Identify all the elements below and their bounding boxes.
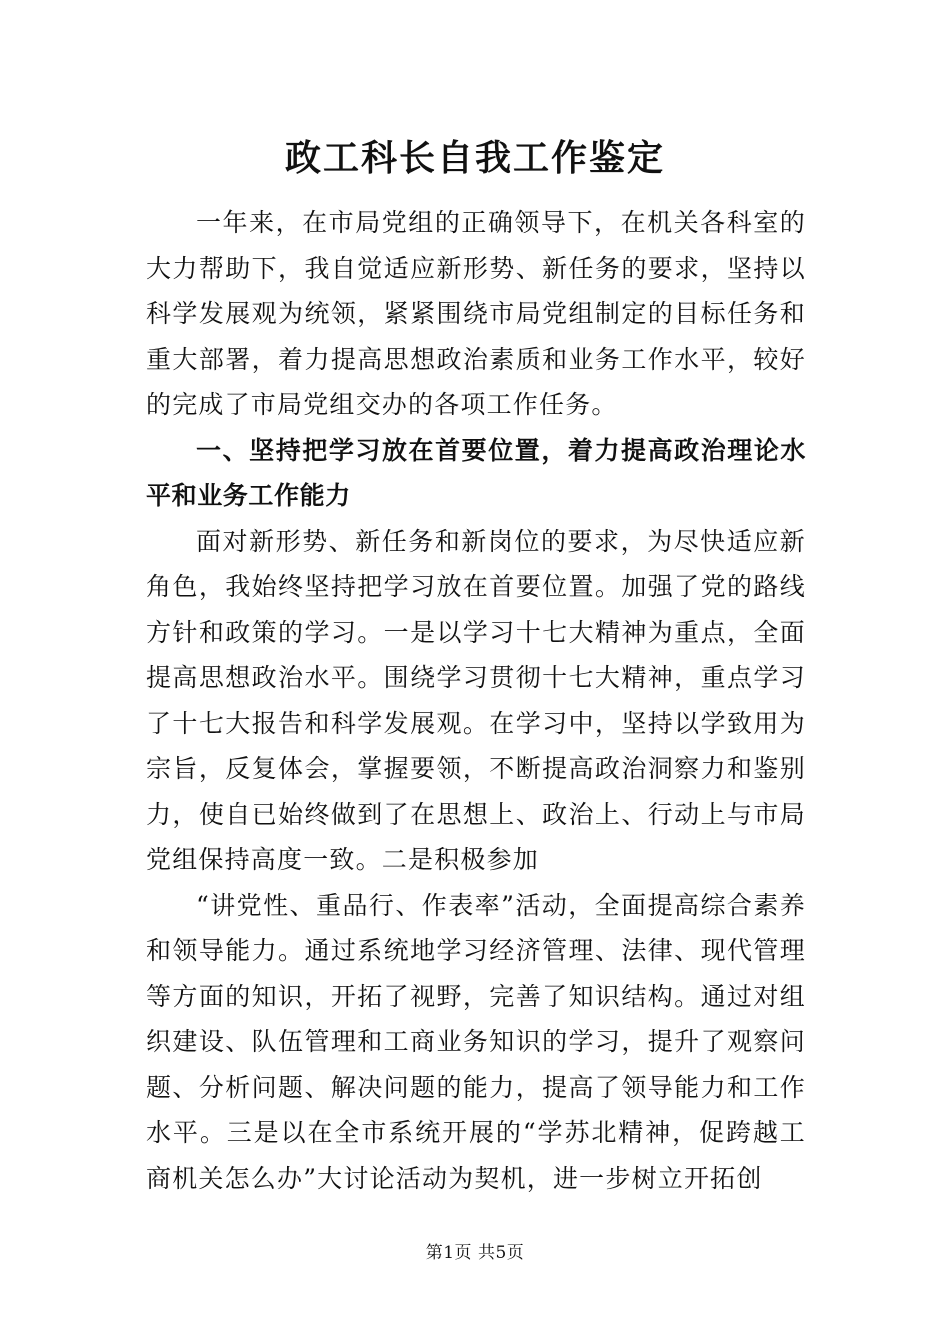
document-body (146, 200, 806, 1201)
page-footer: 第1页 共5页 (425, 1243, 525, 1263)
paragraph-activities: “讲党性、重品行、作表率”活动，全面提高综合素养和领导能力。通过系统地学习经济管理、法律、现代管理等方面的知识，开拓了视野，完善了知识结构。通过对组织建设、队伍管理和工商业务知识的学习，提升了观察问题、分析问题、解决问题的能力，提高了领导能力和工作水平。三是以在全市系统开展的“学苏北精神，促跨越工商机关怎么办”大讨论活动为契机，进一步树立开拓创 (146, 890, 806, 1193)
section-heading-1: 一、坚持把学习放在首要位置，着力提高政治理论水平和业务工作能力 (146, 435, 806, 510)
document-title: 政工科长自我工作鉴定 (284, 137, 665, 179)
paragraph-intro: 一年来，在市局党组的正确领导下，在机关各科室的大力帮助下，我自觉适应新形势、新任务的要求，坚持以科学发展观为统领，紧紧围绕市局党组制定的目标任务和重大部署，着力提高思想政治素质和业务工作水平，较好的完成了市局党组交办的各项工作任务。 (146, 208, 806, 419)
paragraph-study: 面对新形势、新任务和新岗位的要求，为尽快适应新角色，我始终坚持把学习放在首要位置。加强了党的路线方针和政策的学习。一是以学习十七大精神为重点，全面提高思想政治水平。围绕学习贯彻十七大精神，重点学习了十七大报告和科学发展观。在学习中，坚持以学致用为宗旨，反复体会，掌握要领，不断提高政治洞察力和鉴别力，使自已始终做到了在思想上、政治上、行动上与市局党组保持高度一致。二是积极参加 (146, 526, 806, 874)
